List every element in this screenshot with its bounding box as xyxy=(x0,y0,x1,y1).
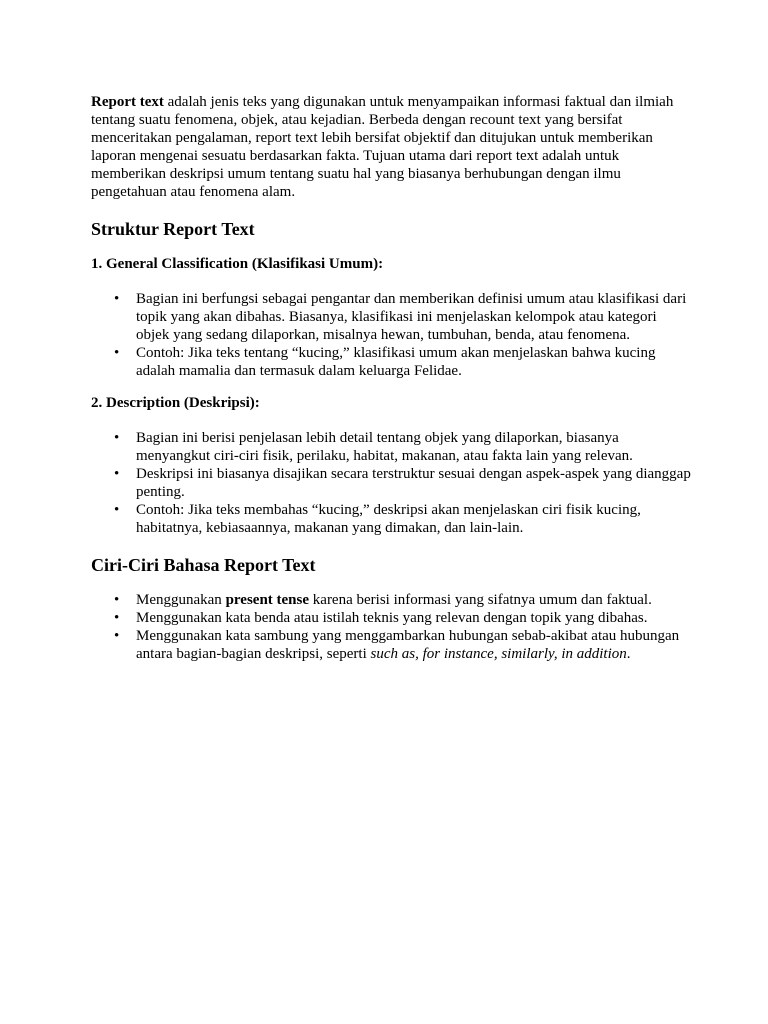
document-page xyxy=(91,93,691,663)
bullet-icon: • xyxy=(114,628,120,644)
bullet-icon: • xyxy=(114,592,120,608)
list-item xyxy=(114,627,691,663)
list-item xyxy=(114,290,691,344)
list-item xyxy=(114,501,691,537)
present-tense-term: present tense xyxy=(225,592,310,608)
intro-text: adalah jenis teks yang digunakan untuk menyampaikan informasi faktual dan ilmiah tentang suatu fenomena, objek, atau kejadian. Berbeda dengan recount text yang bersifat menceritakan pengalaman, report text lebih bersifat objektif dan ditujukan untuk memberikan laporan mengenai sesuatu berdasarkan fakta. Tujuan utama dari report text adalah untuk memberikan deskripsi umum tentang suatu hal yang biasanya berhubungan dengan ilmu pengetahuan atau fenomena alam. xyxy=(91,94,674,200)
list-item-text: Deskripsi ini biasanya disajikan secara terstruktur sesuai dengan aspek-aspek yang dianggap penting. xyxy=(136,466,691,500)
list-item xyxy=(114,429,691,465)
bullet-icon: • xyxy=(114,291,120,307)
list-item xyxy=(114,344,691,380)
description-heading: 2. Description (Deskripsi): xyxy=(91,395,260,411)
bullet-icon: • xyxy=(114,502,120,518)
list-item-text: Contoh: Jika teks tentang “kucing,” klasifikasi umum akan menjelaskan bahwa kucing adalah mamalia dan termasuk dalam keluarga Felidae. xyxy=(136,345,656,379)
list-item-text-before: Menggunakan kata sambung yang menggambarkan hubungan sebab-akibat atau hubungan antara bagian-bagian deskripsi, seperti xyxy=(136,628,680,662)
ciri-heading: Ciri-Ciri Bahasa Report Text xyxy=(91,555,316,575)
list-item-text: Bagian ini berfungsi sebagai pengantar dan memberikan definisi umum atau klasifikasi dari topik yang akan dibahas. Biasanya, klasifikasi ini menjelaskan kelompok atau kategori objek yang sedang dilaporkan, misalnya hewan, tumbuhan, benda, atau fenomena. xyxy=(136,291,687,343)
list-item xyxy=(114,609,691,627)
list-item-text: Contoh: Jika teks membahas “kucing,” deskripsi akan menjelaskan ciri fisik kucing, habitatnya, kebiasaannya, makanan yang dimakan, dan lain-lain. xyxy=(136,502,641,536)
list-item xyxy=(114,591,691,609)
bullet-icon: • xyxy=(114,430,120,446)
general-classification-heading: 1. General Classification (Klasifikasi Umum): xyxy=(91,256,384,272)
bullet-icon: • xyxy=(114,610,120,626)
struktur-heading: Struktur Report Text xyxy=(91,219,255,239)
list-item-text-before: Menggunakan xyxy=(136,592,226,608)
list-item xyxy=(114,465,691,501)
general-classification-list xyxy=(91,290,691,380)
description-list xyxy=(91,429,691,537)
bullet-icon: • xyxy=(114,466,120,482)
bullet-icon: • xyxy=(114,345,120,361)
intro-paragraph xyxy=(91,93,691,201)
list-item-text: Bagian ini berisi penjelasan lebih detail tentang objek yang dilaporkan, biasanya menyangkut ciri-ciri fisik, perilaku, habitat, makanan, atau fakta lain yang relevan. xyxy=(136,430,633,464)
list-item-text: Menggunakan kata benda atau istilah teknis yang relevan dengan topik yang dibahas. xyxy=(136,610,648,626)
list-item-text-after: . xyxy=(626,646,631,662)
conjunction-examples: such as, for instance, similarly, in addition xyxy=(370,646,627,662)
intro-term: Report text xyxy=(91,94,164,110)
list-item-text-after: karena berisi informasi yang sifatnya umum dan faktual. xyxy=(309,592,652,608)
ciri-list xyxy=(91,591,691,663)
